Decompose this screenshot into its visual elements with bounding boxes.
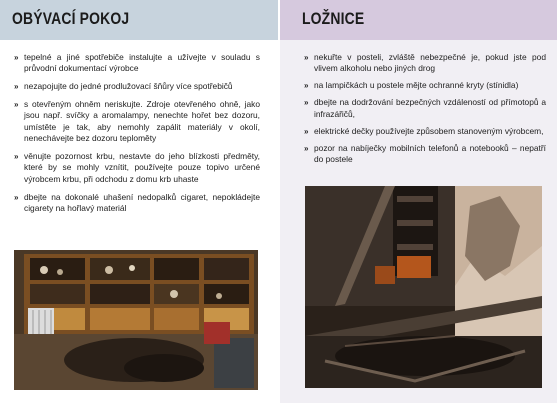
bullet-icon: » [14, 53, 19, 62]
list-item [14, 192, 260, 215]
bullet-icon: » [304, 53, 309, 62]
list-item [14, 151, 260, 185]
bullet-icon: » [304, 126, 309, 136]
bullet-icon: » [304, 98, 309, 108]
tip-text: pozor na nabíječky mobilních telefonů a notebooků – nepatří do postele [314, 142, 546, 165]
tip-text: na lampičkách u postele mějte ochranné kryty (stínidla) [314, 80, 519, 91]
bullet-icon: » [14, 82, 19, 92]
tip-text: věnujte pozornost krbu, nestavte do jeho blízkosti předměty, které by se mohly vznítit, používejte pouze topivo určené výrobcem krbu, při odchodu z domu krb uhaste [24, 151, 260, 184]
burned-bedroom-photo [305, 186, 542, 388]
list-item [304, 80, 546, 91]
tip-text: dbejte na dokonalé uhašení nedopalků cigaret, nepokládejte cigarety na hořlavý materiál [24, 191, 260, 214]
bullet-icon: » [14, 152, 19, 162]
tip-text: dbejte na dodržování bezpečných vzdáleností od přímotopů a infrazářičů, [314, 97, 546, 119]
tip-text: s otevřeným ohněm neriskujte. Zdroje otevřeného ohně, jako jsou např. svíčky a aromalampy, nenechte hořet bez dozoru, umístěte je tak, aby nemohly zapálit materiály v okolí, nenechávejte bez dozoru teploměty [24, 99, 260, 144]
tip-text: tepelné a jiné spotřebiče instalujte a užívejte v souladu s průvodní dokumentací výrobce [24, 52, 260, 74]
tip-text: nekuřte v posteli, zvláště nebezpečné je, pokud jste pod vlivem alkoholu nebo jiných drog [314, 52, 546, 74]
living-room-title: OBÝVACÍ POKOJ [12, 9, 130, 28]
list-item [304, 52, 546, 75]
burned-living-room-photo [14, 250, 258, 390]
burned-bedroom-image [305, 186, 542, 388]
living-room-column [0, 0, 278, 403]
living-room-tips [14, 52, 260, 221]
burned-living-room-image [14, 250, 258, 390]
bedroom-title: LOŽNICE [302, 9, 365, 28]
bullet-icon: » [14, 192, 19, 202]
list-item [14, 99, 260, 145]
tip-text: elektrické dečky používejte způsobem stanoveným výrobcem, [314, 125, 544, 136]
living-room-header [0, 0, 278, 40]
list-item [14, 81, 260, 92]
bullet-icon: » [304, 81, 309, 91]
bedroom-header [280, 0, 557, 40]
list-item [304, 97, 546, 120]
list-item [14, 52, 260, 75]
list-item [304, 126, 546, 137]
tip-text: nezapojujte do jedné prodlužovací šňůry více spotřebičů [24, 81, 233, 92]
bullet-icon: » [304, 143, 309, 153]
list-item [304, 143, 546, 166]
bullet-icon: » [14, 100, 19, 109]
bedroom-tips [304, 52, 546, 171]
